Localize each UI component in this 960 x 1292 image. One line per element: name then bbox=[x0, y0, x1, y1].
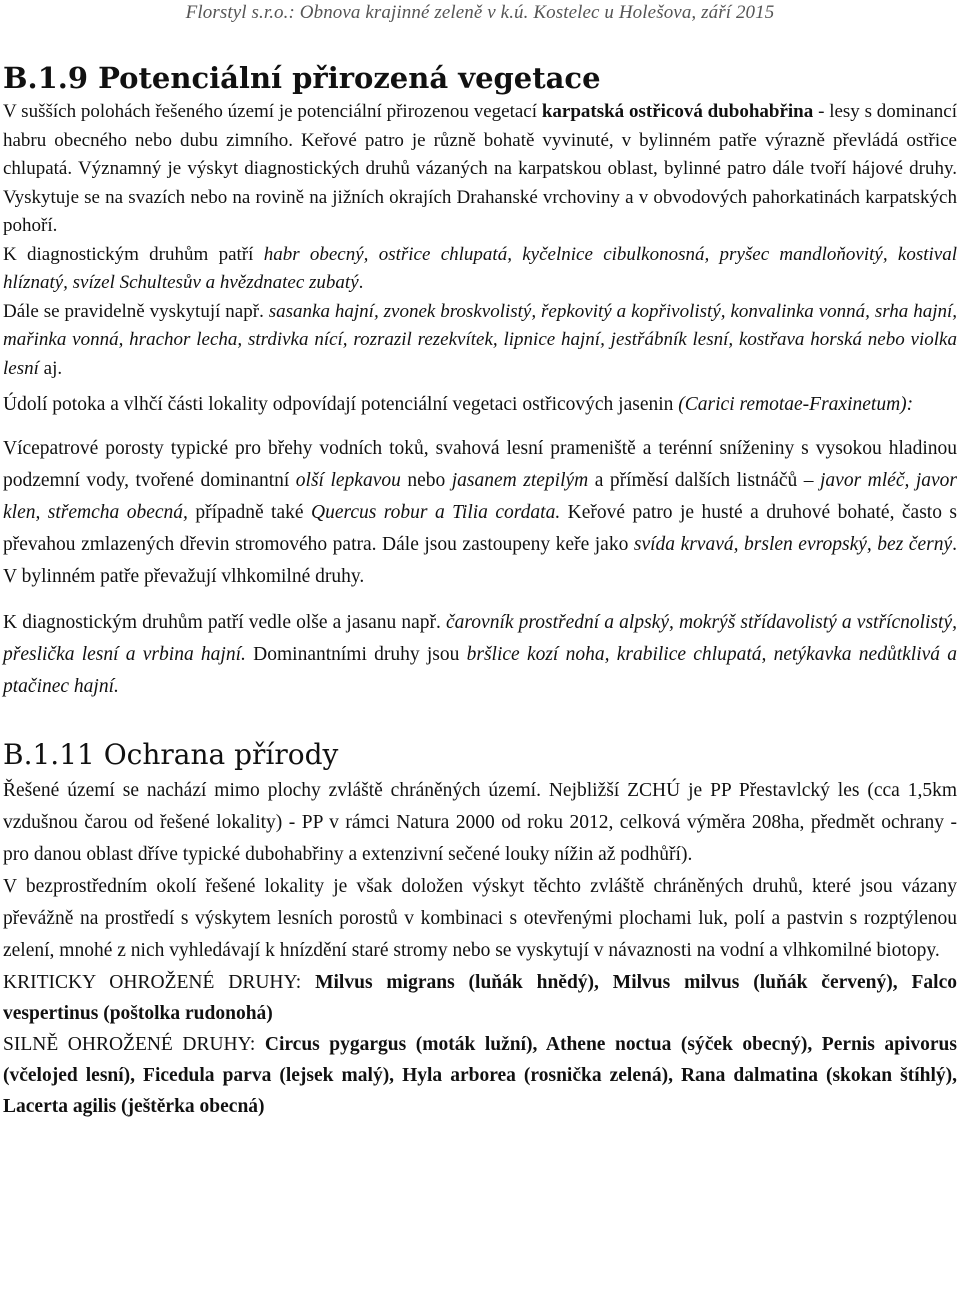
text-run: Dominantními druhy jsou bbox=[245, 644, 467, 665]
paragraph-diagnostic-species bbox=[3, 241, 957, 298]
paragraph-critically-endangered bbox=[3, 967, 957, 1029]
category-label: SILNĚ OHROŽENÉ DRUHY: bbox=[3, 1034, 265, 1055]
italic-species: Quercus robur a Tilia cordata. bbox=[311, 502, 561, 523]
section-title-potential-vegetation: B.1.9 Potenciální přirozená vegetace bbox=[3, 61, 601, 95]
text-run: Keřové patro je husté a druhové bohaté, často s převahou zmlazených dřevin stromového patra. Dále jsou zastoupeny keře jako bbox=[3, 502, 958, 555]
text-run: Údolí potoka a vlhčí části lokality odpovídají potenciální vegetaci ostřicových jasenin bbox=[3, 394, 679, 415]
text-run: K diagnostickým druhům patří bbox=[3, 243, 264, 265]
document-page bbox=[3, 0, 957, 1122]
paragraph-protected-species: V bezprostředním okolí řešené lokality je však doložen výskyt těchto zvláště chráněných druhů, které jsou vázany převážně na prostředí s výskytem lesních porostů v kombinaci s otevřenými plochami luk, polí a pastvin s rozptýlenou zelení, mnohé z nich vyhledávají k hnízdění staré stromy nebo se vyskytují v návaznosti na vodní a vlhkomilné biotopy. bbox=[3, 876, 957, 961]
paragraph-protected-areas: Řešené území se nachází mimo plochy zvláště chráněných území. Nejbližší ZCHÚ je PP Přestavlcký les (cca 1,5km vzdušnou čarou od řešené lokality) - PP v rámci Natura 2000 od roku 2012, celková výměra 208ha, předmět ochrany - pro danou oblast dříve typické dubohabřiny a extenzivní sečené louky nížin až podhůří). bbox=[3, 780, 957, 865]
italic-species: sasanka hajní, zvonek broskvolistý, řepkovitý a kopřivolistý, konvalinka vonná, srha hajní, mařinka vonná, hrachor lecha, strdivka nící, rozrazil rezekvítek, lipnice hajní, jestřábník lesní, kostřava horská nebo violka lesní bbox=[3, 300, 958, 379]
bold-species-list: Circus pygargus (moták lužní), Athene noctua (sýček obecný), Pernis apivorus (včelojed lesní), Ficedula parva (lejsek malý), Hyla arborea (rosnička zelená), Rana dalmatina (skokan štíhlý), Lacerta agilis (ještěrka obecná) bbox=[3, 1034, 957, 1117]
paragraph-regular-species bbox=[3, 298, 957, 384]
italic-species: čarovník prostřední a alpský, mokrýš střídavolistý a vstřícnolistý, přeslička lesní a vrbina hajní. bbox=[3, 612, 958, 665]
italic-species: bršlice kozí noha, krabilice chlupatá, netýkavka nedůtklivá a ptačinec hajní. bbox=[3, 644, 958, 697]
text-run: . V bylinném patře převažují vlhkomilné druhy. bbox=[3, 534, 957, 587]
italic-species: jasanem ztepilým bbox=[451, 470, 589, 491]
text-run: K diagnostickým druhům patří vedle olše a jasanu např. bbox=[3, 612, 447, 633]
text-run: Vícepatrové porosty typické pro břehy vodních toků, svahová lesní prameniště a terénní sníženiny s vysokou hladinou podzemní vody, tvořené dominantní bbox=[3, 438, 957, 491]
italic-species: javor mléč, javor klen, střemcha obecná, bbox=[3, 470, 958, 523]
italic-species: olší lepkavou bbox=[295, 470, 401, 491]
paragraph-dry-areas bbox=[3, 98, 957, 241]
text-run: . bbox=[358, 272, 364, 293]
bold-species-list: Milvus migrans (luňák hnědý), Milvus milvus (luňák červený), Falco vespertinus (poštolka rudonohá) bbox=[3, 972, 958, 1024]
text-run: Dále se pravidelně vyskytují např. bbox=[3, 300, 269, 322]
italic-species: svída krvavá, brslen evropský, bez černý bbox=[633, 534, 953, 555]
text-run: případně také bbox=[187, 502, 311, 523]
bold-term: karpatská ostřicová dubohabřina bbox=[541, 101, 814, 122]
page-header: Florstyl s.r.o.: Obnova krajinné zeleně v k.ú. Kostelec u Holešova, září 2015 bbox=[185, 2, 775, 23]
paragraph-valley bbox=[3, 389, 957, 421]
text-run: aj. bbox=[38, 357, 63, 379]
italic-species: habr obecný, ostřice chlupatá, kyčelnice cibulkonosná, pryšec mandloňovitý, kostival hlíznatý, svízel Schultesův a hvězdnatec zubatý bbox=[3, 243, 957, 293]
text-run: V sušších polohách řešeného území je potenciální přirozenou vegetací bbox=[3, 101, 542, 122]
italic-association: (Carici remotae-Fraxinetum): bbox=[678, 394, 914, 415]
paragraph-diagnostic-species-2 bbox=[3, 607, 957, 703]
text-run: - lesy s dominancí habru obecného nebo dubu zimního. Keřové patro je různě bohatě vyvinuté, v bylinném patře výrazně převládá ostřice chlupatá. Významný je výskyt diagnostických druhů vázaných na karpatskou oblast, bylinné patro dále tvoří hájové druhy. Vyskytuje se na svazích nebo na rovině na jižních okrajích Drahanské vrchoviny a v obvodových pahorkatinách karpatských pohoří. bbox=[3, 101, 958, 236]
category-label: KRITICKY OHROŽENÉ DRUHY: bbox=[3, 972, 316, 993]
paragraph-strongly-endangered bbox=[3, 1029, 957, 1122]
section-title-nature-protection: B.1.11 Ochrana přírody bbox=[3, 738, 339, 771]
text-run: a příměsí dalších listnáčů – bbox=[588, 470, 821, 491]
text-run: nebo bbox=[400, 470, 452, 491]
paragraph-multilayer-stands bbox=[3, 433, 957, 593]
